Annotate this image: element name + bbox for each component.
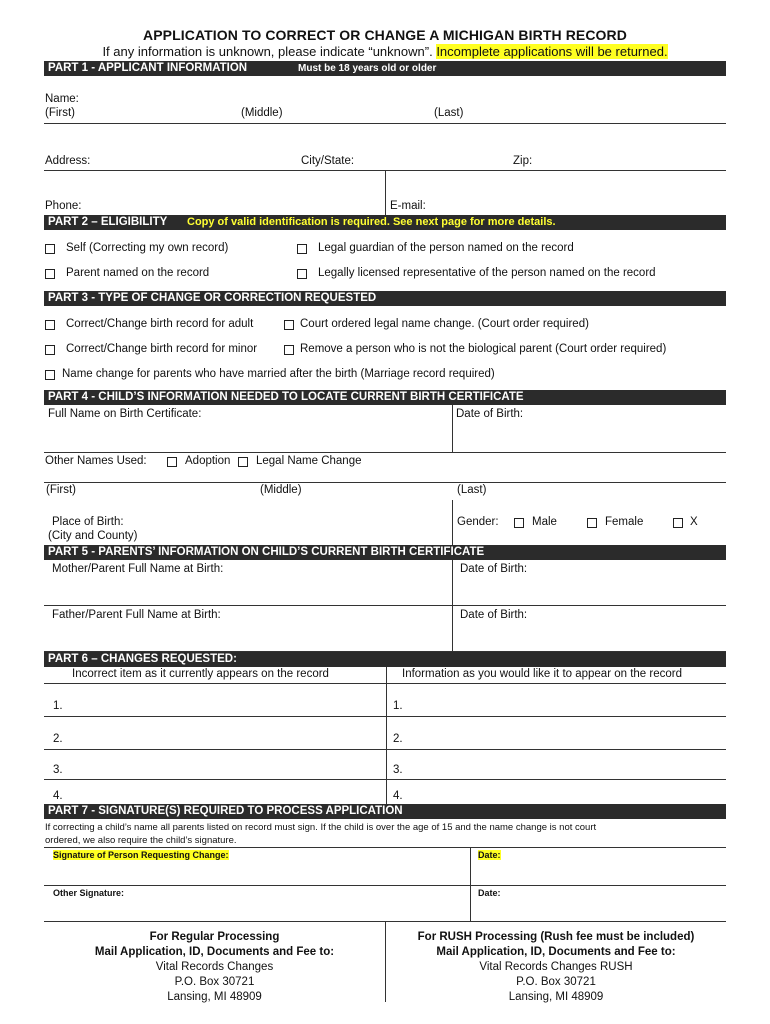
city-state-label: City/State:: [301, 155, 355, 167]
part6-header: [44, 652, 726, 667]
changes-row-rule-3: [44, 779, 726, 780]
other-date-label: Date:: [478, 888, 501, 898]
requesting-date-label: [478, 850, 501, 860]
gender-female-checkbox[interactable]: [587, 518, 597, 528]
part6-column-divider: [386, 667, 387, 804]
part6-title: PART 6 – CHANGES REQUESTED:: [48, 653, 237, 665]
place-of-birth-label: Place of Birth:: [52, 516, 124, 528]
part1-header: [44, 61, 726, 76]
form-subtitle: [0, 44, 770, 59]
part4-divider: [452, 405, 453, 453]
change-adult-label: Correct/Change birth record for adult: [66, 318, 254, 330]
child-dob-label: Date of Birth:: [456, 408, 524, 420]
phone-label: Phone:: [45, 200, 82, 212]
father-name-label: Father/Parent Full Name at Birth:: [52, 609, 221, 621]
mother-dob-label: Date of Birth:: [460, 563, 528, 575]
legal-name-change-checkbox[interactable]: [238, 457, 248, 467]
child-full-name-label: Full Name on Birth Certificate:: [48, 408, 202, 420]
change-minor-label: Correct/Change birth record for minor: [66, 343, 258, 355]
rush-line2: Mail Application, ID, Documents and Fee to:: [436, 946, 676, 958]
correct-item-1[interactable]: 1.: [393, 700, 403, 712]
mother-divider: [452, 560, 453, 606]
requesting-signature-text: Signature of Person Requesting Change:: [53, 850, 229, 860]
regular-line5: Lansing, MI 48909: [167, 991, 262, 1003]
regular-line3: Vital Records Changes: [155, 961, 274, 973]
gender-male-checkbox[interactable]: [514, 518, 524, 528]
subtitle-text: If any information is unknown, please indicate “unknown”.: [102, 44, 433, 59]
rush-line5: Lansing, MI 48909: [508, 991, 604, 1003]
part2-title: PART 2 – ELIGIBILITY: [48, 216, 168, 228]
court-ordered-name-change-checkbox[interactable]: [284, 320, 294, 330]
changes-row-rule-1: [44, 716, 726, 717]
legal-name-change-label: Legal Name Change: [256, 455, 362, 467]
part7-note-line2: ordered, we also require the child’s signature.: [45, 835, 237, 846]
eligibility-self-checkbox[interactable]: [45, 244, 55, 254]
part1-title: PART 1 - APPLICANT INFORMATION: [48, 62, 248, 74]
regular-processing-block: [44, 930, 385, 1005]
part5-header: [44, 545, 726, 560]
other-signature-label: Other Signature:: [53, 888, 125, 898]
eligibility-representative-label: Legally licensed representative of the person named on the record: [318, 267, 656, 279]
incorrect-item-heading: Incorrect item as it currently appears on the record: [72, 668, 329, 680]
eligibility-guardian-checkbox[interactable]: [297, 244, 307, 254]
rush-line4: P.O. Box 30721: [516, 976, 596, 988]
parents-married-checkbox[interactable]: [45, 370, 55, 380]
rush-line3: Vital Records Changes RUSH: [479, 961, 633, 973]
part2-header: [44, 215, 726, 230]
other-last-label: (Last): [457, 484, 487, 496]
rush-processing-block: [386, 930, 726, 1005]
eligibility-guardian-label: Legal guardian of the person named on the record: [318, 242, 574, 254]
gender-x-label: X: [690, 516, 698, 528]
requesting-signature-label: [53, 850, 229, 860]
part4-title: PART 4 - CHILD’S INFORMATION NEEDED TO LOCATE CURRENT BIRTH CERTIFICATE: [48, 391, 524, 403]
form-title: APPLICATION TO CORRECT OR CHANGE A MICHIGAN BIRTH RECORD: [143, 27, 627, 43]
child-name-field[interactable]: [44, 452, 726, 453]
part5-title: PART 5 - PARENTS’ INFORMATION ON CHILD’S CURRENT BIRTH CERTIFICATE: [48, 546, 485, 558]
incorrect-item-2[interactable]: 2.: [53, 733, 63, 745]
part7-note-line1: If correcting a child’s name all parents listed on record must sign. If the child is over the age of 15 and the name change is not court: [45, 822, 597, 833]
part7-top-rule: [44, 847, 726, 848]
incorrect-item-3[interactable]: 3.: [53, 764, 63, 776]
zip-label: Zip:: [513, 155, 533, 167]
mother-name-field[interactable]: [44, 605, 726, 606]
part2-note: Copy of valid identification is required. See next page for more details.: [187, 216, 556, 228]
regular-line1: For Regular Processing: [149, 931, 280, 943]
part6-header-rule: [44, 683, 726, 684]
name-label: Name:: [45, 93, 79, 105]
city-county-label: (City and County): [48, 530, 138, 542]
subtitle-warning: Incomplete applications will be returned.: [436, 44, 668, 59]
gender-label: Gender:: [457, 516, 499, 528]
incorrect-item-1[interactable]: 1.: [53, 700, 63, 712]
rush-line1: For RUSH Processing (Rush fee must be included): [417, 931, 695, 943]
requesting-signature-field[interactable]: [44, 885, 726, 886]
change-adult-checkbox[interactable]: [45, 320, 55, 330]
part7-title: PART 7 - SIGNATURE(S) REQUIRED TO PROCESS APPLICATION: [48, 805, 403, 817]
mother-name-label: Mother/Parent Full Name at Birth:: [52, 563, 224, 575]
name-last-label: (Last): [434, 107, 464, 119]
part1-note: Must be 18 years old or older: [298, 63, 437, 74]
other-names-field[interactable]: [44, 482, 726, 483]
eligibility-parent-checkbox[interactable]: [45, 269, 55, 279]
correct-item-heading: Information as you would like it to appear on the record: [402, 668, 682, 680]
gender-male-label: Male: [532, 516, 557, 528]
applicant-name-field[interactable]: [44, 123, 726, 124]
name-first-label: (First): [45, 107, 76, 119]
part7-header: [44, 804, 726, 819]
eligibility-representative-checkbox[interactable]: [297, 269, 307, 279]
other-names-label: Other Names Used:: [45, 455, 147, 467]
email-label: E-mail:: [390, 200, 426, 212]
requesting-date-text: Date:: [478, 850, 501, 860]
eligibility-self-label: Self (Correcting my own record): [66, 242, 229, 254]
change-minor-checkbox[interactable]: [45, 345, 55, 355]
place-gender-divider: [452, 500, 453, 545]
regular-line4: P.O. Box 30721: [174, 976, 255, 988]
correct-item-4[interactable]: 4.: [393, 790, 403, 802]
name-middle-label: (Middle): [241, 107, 283, 119]
gender-x-checkbox[interactable]: [673, 518, 683, 528]
phone-email-divider: [385, 171, 386, 216]
correct-item-3[interactable]: 3.: [393, 764, 403, 776]
other-first-label: (First): [46, 484, 77, 496]
gender-female-label: Female: [605, 516, 644, 528]
part4-header: [44, 390, 726, 405]
adoption-checkbox[interactable]: [167, 457, 177, 467]
adoption-label: Adoption: [185, 455, 231, 467]
parents-married-label: Name change for parents who have married after the birth (Marriage record required): [62, 368, 495, 380]
remove-parent-checkbox[interactable]: [284, 345, 294, 355]
part3-title: PART 3 - TYPE OF CHANGE OR CORRECTION REQUESTED: [48, 292, 377, 304]
correct-item-2[interactable]: 2.: [393, 733, 403, 745]
address-label: Address:: [45, 155, 91, 167]
father-dob-label: Date of Birth:: [460, 609, 528, 621]
regular-line2: Mail Application, ID, Documents and Fee to:: [94, 946, 335, 958]
changes-row-rule-2: [44, 749, 726, 750]
eligibility-parent-label: Parent named on the record: [66, 267, 210, 279]
remove-parent-label: Remove a person who is not the biological parent (Court order required): [300, 343, 667, 355]
father-divider: [452, 606, 453, 652]
incorrect-item-4[interactable]: 4.: [53, 790, 63, 802]
other-middle-label: (Middle): [260, 484, 302, 496]
court-ordered-name-change-label: Court ordered legal name change. (Court order required): [300, 318, 589, 330]
part3-header: [44, 291, 726, 306]
